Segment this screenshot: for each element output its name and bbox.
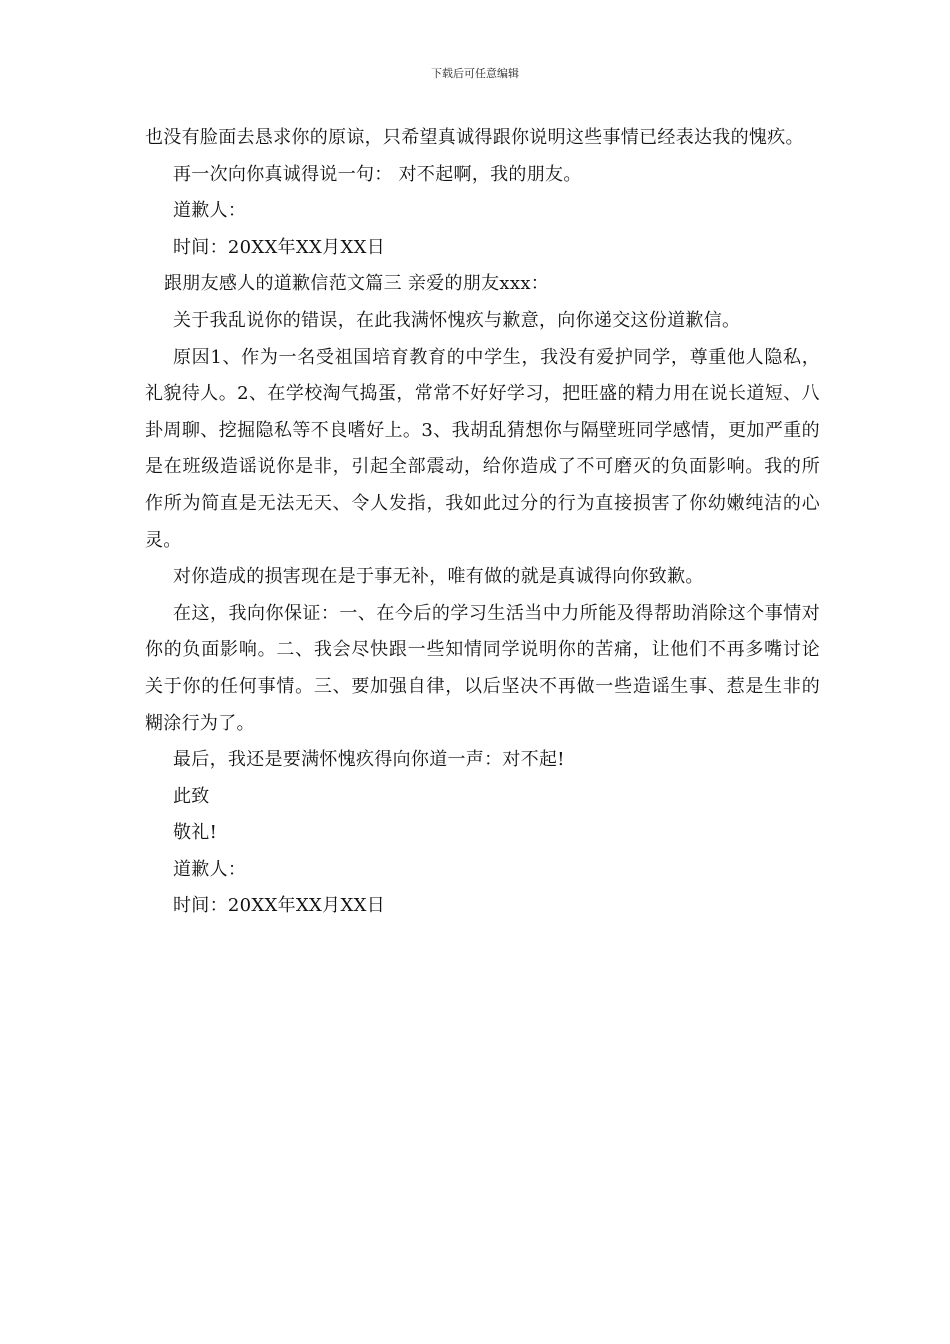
salutation-jing-li: 敬礼! — [173, 822, 218, 844]
paragraph-closing: 最后，我还是要满怀愧疚得向你道一声：对不起! — [173, 749, 565, 771]
paragraph-apology-again: 再一次向你真诚得说一句： 对不起啊，我的朋友。 — [173, 163, 582, 185]
paragraph-intro: 关于我乱说你的错误，在此我满怀愧疚与歉意，向你递交这份道歉信。 — [173, 309, 741, 331]
paragraph-reasons: 原因1、作为一名受祖国培育教育的中学生，我没有爱护同学，尊重他人隐私，礼貌待人。2、在学校淘气捣蛋，常常不好好学习，把旺盛的精力用在说长道短、八卦周聊、挖掘隐私等不良嗜好上。3、我胡乱猜想你与隔壁班同学感情，更加严重的是在班级造谣说你是非，引起全部震动，给你造成了不可磨灭的负面影响。我的所作所为简直是无法无天、令人发指，我如此过分的行为直接损害了你幼嫩纯洁的心灵。 — [145, 346, 820, 551]
letter-body — [145, 120, 820, 925]
paragraph-regret: 对你造成的损害现在是于事无补，唯有做的就是真诚得向你致歉。 — [173, 566, 704, 588]
signature-label: 道歉人： — [173, 200, 247, 222]
date-line: 时间：20XX年XX月XX日 — [173, 236, 385, 258]
paragraph-continuation: 也没有脸面去恳求你的原谅，只希望真诚得跟你说明这些事情已经表达我的愧疚。 — [145, 127, 804, 148]
page-header-note: 下载后可任意编辑 — [431, 67, 519, 80]
signature-label-2: 道歉人： — [173, 858, 247, 880]
salutation-ci-zhi: 此致 — [173, 785, 210, 807]
paragraph-promises: 在这，我向你保证：一、在今后的学习生活当中力所能及得帮助消除这个事情对你的负面影响。二、我会尽快跟一些知情同学说明你的苦痛，让他们不再多嘴讨论关于你的任何事情。三、要加强自律，以后坚决不再做一些造谣生事、惹是生非的糊涂行为了。 — [145, 602, 820, 734]
date-line-2: 时间：20XX年XX月XX日 — [173, 895, 385, 917]
section-heading: 跟朋友感人的道歉信范文篇三 亲爱的朋友xxx： — [164, 273, 550, 295]
